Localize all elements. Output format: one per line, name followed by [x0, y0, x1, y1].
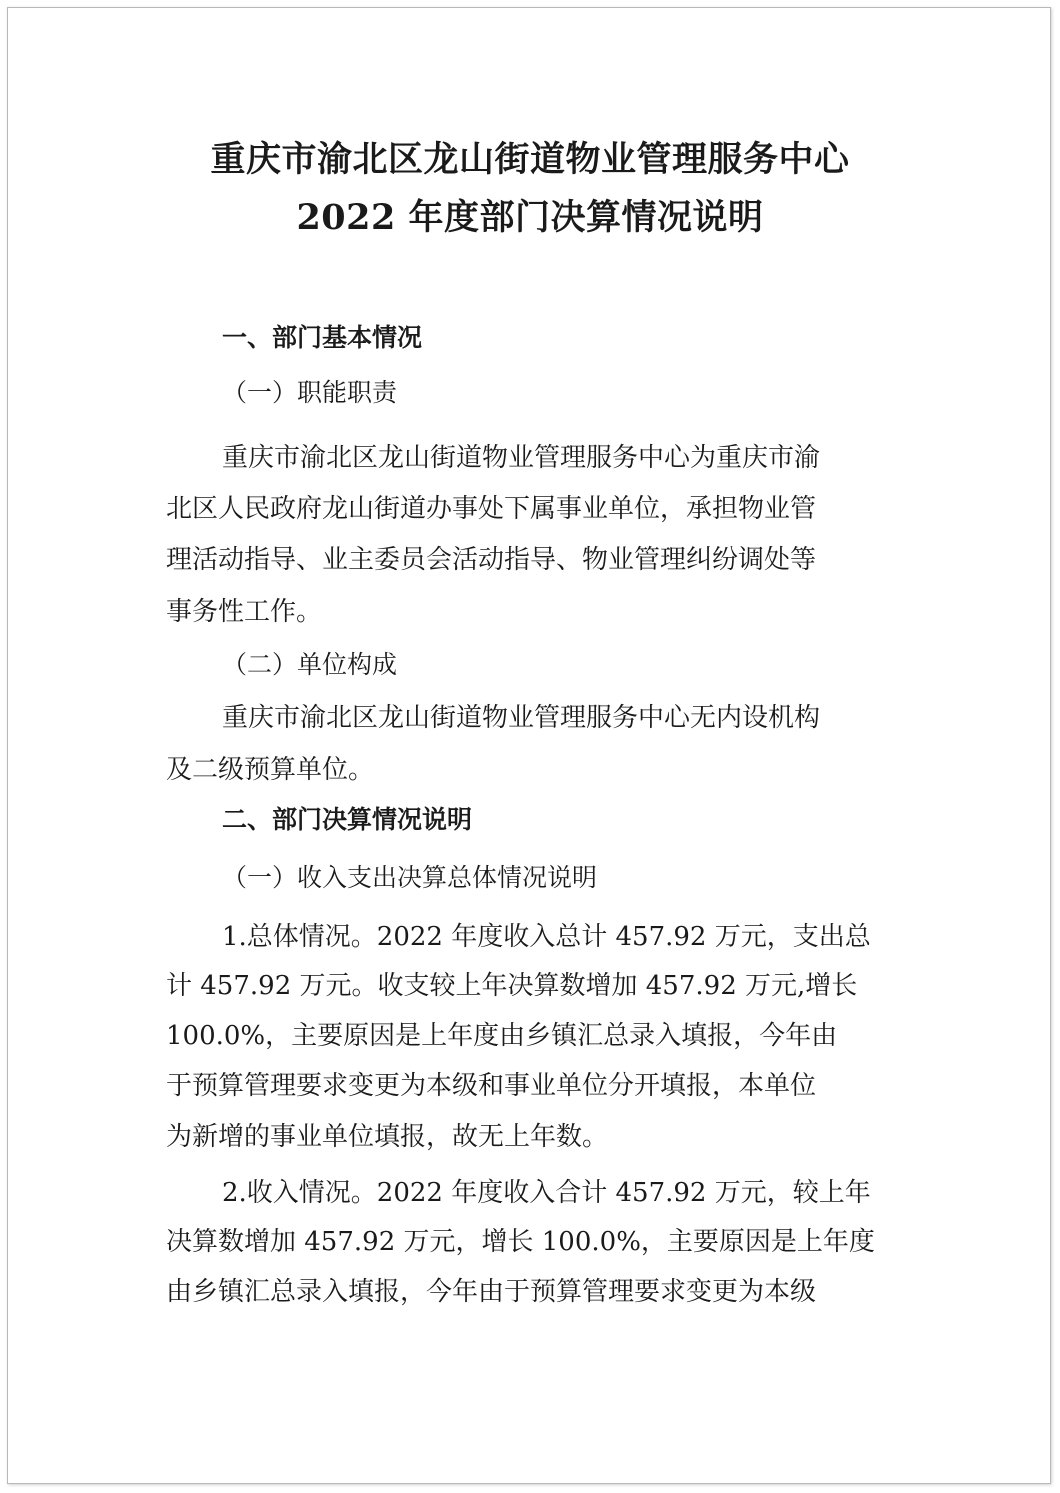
paragraph-line: 重庆市渝北区龙山街道物业管理服务中心无内设机构 [222, 703, 821, 733]
subsection-heading-duties: （一）职能职责 [222, 378, 398, 407]
paragraph-line: 100.0%，主要原因是上年度由乡镇汇总录入填报，今年由 [166, 1021, 838, 1051]
paragraph-line: 事务性工作。 [166, 597, 323, 627]
section-heading-basic-info: 一、部门基本情况 [222, 323, 423, 352]
document-title-line-1: 重庆市渝北区龙山街道物业管理服务中心 [210, 139, 850, 180]
subsection-heading-composition: （二）单位构成 [222, 650, 398, 679]
paragraph-line: 为新增的事业单位填报，故无上年数。 [166, 1122, 609, 1152]
subsection-heading-income-expenditure: （一）收入支出决算总体情况说明 [222, 863, 598, 892]
paragraph-line: 1.总体情况。2022 年度收入总计 457.92 万元，支出总 [222, 922, 871, 952]
paragraph-line: 决算数增加 457.92 万元，增长 100.0%，主要原因是上年度 [166, 1227, 875, 1257]
paragraph-line: 2.收入情况。2022 年度收入合计 457.92 万元，较上年 [222, 1178, 871, 1208]
paragraph-line: 北区人民政府龙山街道办事处下属事业单位，承担物业管 [166, 494, 817, 524]
paragraph-line: 重庆市渝北区龙山街道物业管理服务中心为重庆市渝 [222, 443, 821, 473]
document-title-line-2: 2022 年度部门决算情况说明 [296, 197, 764, 238]
paragraph-line: 计 457.92 万元。收支较上年决算数增加 457.92 万元,增长 [166, 971, 858, 1001]
paragraph-line: 理活动指导、业主委员会活动指导、物业管理纠纷调处等 [166, 545, 817, 575]
paragraph-line: 由乡镇汇总录入填报，今年由于预算管理要求变更为本级 [166, 1277, 817, 1307]
paragraph-line: 于预算管理要求变更为本级和事业单位分开填报，本单位 [166, 1071, 817, 1101]
paragraph-line: 及二级预算单位。 [166, 755, 375, 785]
section-heading-final-accounts: 二、部门决算情况说明 [222, 805, 473, 834]
